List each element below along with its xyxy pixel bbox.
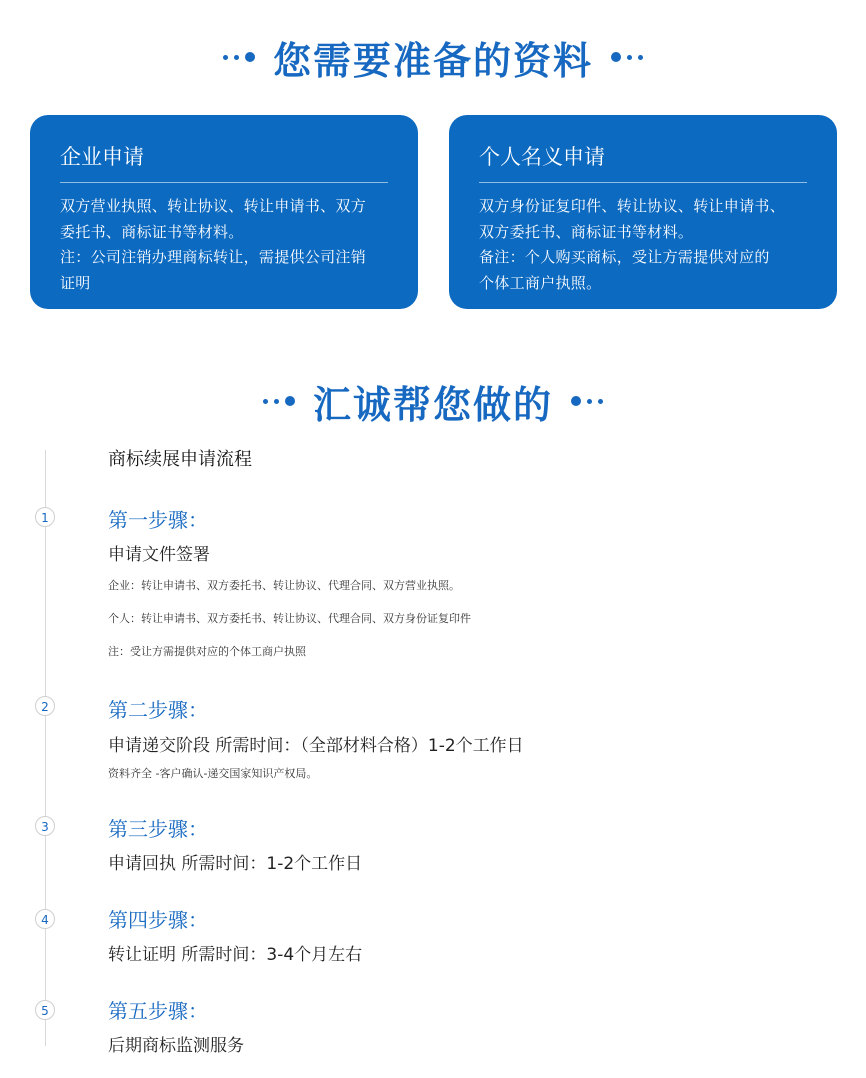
card-divider	[479, 182, 807, 183]
step-note: 个人：转让申请书、双方委托书、转让协议、代理合同、双方身份证复印件	[108, 612, 471, 625]
decor-dots-left	[263, 396, 295, 406]
card-divider	[60, 182, 388, 183]
step-number: 1	[35, 507, 55, 527]
card-line: 备注：个人购买商标，受让方需提供对应的	[479, 248, 770, 266]
card-body	[479, 194, 807, 296]
step-label: 第三步骤：	[108, 817, 208, 841]
step-number: 3	[35, 816, 55, 836]
step-note: 企业：转让申请书、双方委托书、转让协议、代理合同、双方营业执照。	[108, 579, 460, 592]
card-line: 个体工商户执照。	[479, 273, 602, 292]
step-label: 第二步骤：	[108, 698, 208, 722]
step-heading: 申请文件签署	[108, 545, 210, 565]
timeline-line	[45, 450, 46, 1046]
flow-title: 商标续展申请流程	[108, 449, 252, 470]
card-line: 双方营业执照、转让协议、转让申请书、双方	[60, 197, 367, 215]
step-number: 4	[35, 909, 55, 929]
card-line: 双方身份证复印件、转让协议、转让申请书、	[479, 197, 786, 215]
card-line: 证明	[60, 273, 91, 292]
materials-heading: 您需要准备的资料	[272, 38, 593, 83]
card-body	[60, 194, 388, 296]
card-individual	[449, 115, 837, 309]
step-label: 第四步骤：	[108, 908, 208, 932]
step-heading: 转让证明 所需时间：3-4个月左右	[108, 945, 363, 965]
card-enterprise	[30, 115, 418, 309]
section-title-services	[0, 376, 866, 426]
decor-dots-right	[571, 396, 603, 406]
decor-dots-right	[611, 52, 643, 62]
section-title-materials	[0, 32, 866, 82]
services-heading: 汇诚帮您做的	[312, 382, 553, 427]
card-line: 双方委托书、商标证书等材料。	[479, 222, 694, 241]
step-heading: 申请递交阶段 所需时间：（全部材料合格）1-2个工作日	[108, 736, 524, 756]
step-note: 资料齐全 -客户确认-递交国家知识产权局。	[108, 767, 318, 780]
card-line: 注：公司注销办理商标转让，需提供公司注销	[60, 248, 367, 266]
step-label: 第一步骤：	[108, 508, 208, 532]
step-label: 第五步骤：	[108, 999, 208, 1023]
card-title: 个人名义申请	[479, 145, 605, 169]
step-heading: 申请回执 所需时间：1-2个工作日	[108, 854, 363, 874]
step-number: 2	[35, 696, 55, 716]
step-heading: 后期商标监测服务	[108, 1036, 244, 1056]
card-line: 委托书、商标证书等材料。	[60, 222, 244, 241]
card-title: 企业申请	[60, 145, 144, 169]
step-note: 注：受让方需提供对应的个体工商户执照	[108, 645, 306, 658]
step-number: 5	[35, 1000, 55, 1020]
decor-dots-left	[223, 52, 255, 62]
